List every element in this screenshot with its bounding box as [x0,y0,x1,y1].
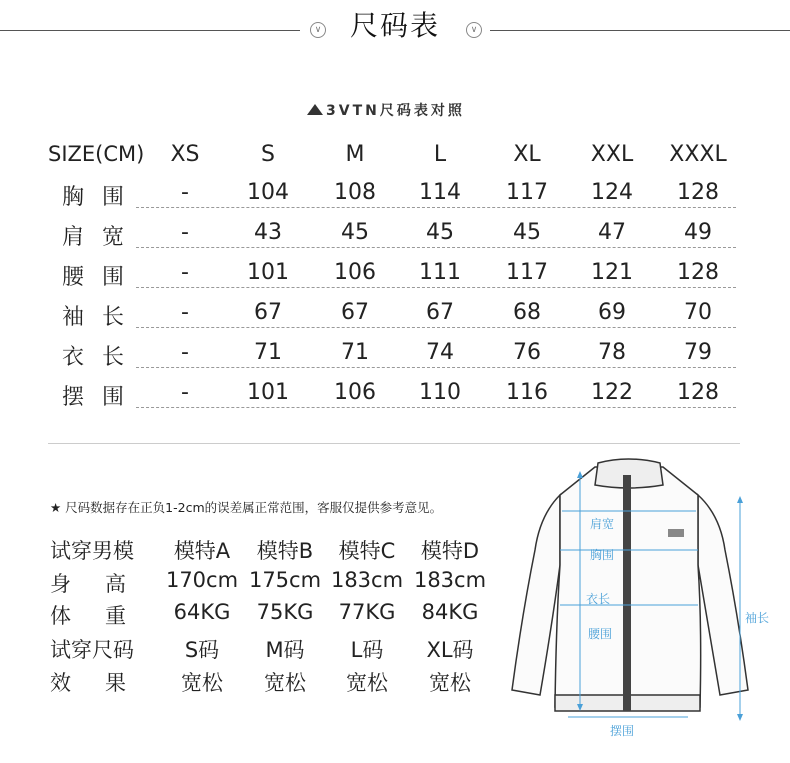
model-cell: 64KG [173,600,231,624]
table-subtitle: 3VTN尺码表对照 [326,103,465,119]
row-dotted-line [136,367,736,368]
size-cell: - [181,380,189,405]
size-cell: 117 [506,180,548,205]
size-cell: 124 [591,180,633,205]
size-row-label: 腰围 [62,265,143,290]
size-cell: 108 [334,180,376,205]
size-cell: 71 [254,340,282,365]
size-column-header: XL [513,142,541,167]
model-cell: 183cm [330,568,404,592]
size-cell: 116 [506,380,548,405]
size-cell: 104 [247,180,289,205]
size-cell: 79 [684,340,712,365]
size-cell: 117 [506,260,548,285]
size-cell: 110 [419,380,461,405]
size-cell: - [181,340,189,365]
model-cell: S码 [184,638,220,662]
size-cell: 68 [513,300,541,325]
size-cell: 106 [334,260,376,285]
size-cell: 47 [598,220,626,245]
row-dotted-line [136,327,736,328]
size-cell: 78 [598,340,626,365]
row-dotted-line [136,287,736,288]
model-cell: 77KG [338,600,396,624]
size-row-label: 摆围 [62,385,143,410]
size-cell: - [181,300,189,325]
size-column-header: S [261,142,275,167]
size-cell: 45 [513,220,541,245]
triangle-icon [307,104,323,115]
size-column-header: L [433,142,447,167]
size-row-label: 肩宽 [62,225,143,250]
logo [668,529,684,537]
model-row-label: 效果 [50,671,160,695]
size-header-label: SIZE(CM) [48,142,145,166]
model-row-label: 身高 [50,572,160,596]
size-cell: - [181,260,189,285]
model-cell: M码 [265,638,305,662]
disclaimer-note: ★ 尺码数据存在正负1-2cm的误差属正常范围，客服仅提供参考意见。 [50,500,443,515]
size-cell: - [181,220,189,245]
page-title: 尺码表 [349,9,440,42]
model-cell: 宽松 [181,671,223,695]
zipper [623,475,631,711]
size-cell: 49 [684,220,712,245]
size-cell: 69 [598,300,626,325]
size-column-header: XXXL [669,142,727,167]
jacket-diagram [500,455,790,745]
model-column-header: 模特B [256,539,314,563]
section-divider [48,443,740,444]
size-cell: 76 [513,340,541,365]
label-sleeve: 袖长 [745,611,770,625]
size-cell: 101 [247,260,289,285]
model-cell: 宽松 [264,671,306,695]
label-hem: 摆围 [610,724,635,738]
label-waist: 腰围 [588,627,613,641]
size-cell: 121 [591,260,633,285]
size-column-header: XXL [590,142,634,167]
model-column-header: 模特C [338,539,396,563]
size-row-label: 袖长 [62,305,143,330]
header-rule-right [490,30,790,31]
row-dotted-line [136,247,736,248]
label-chest: 胸围 [590,548,615,562]
size-cell: 128 [677,180,719,205]
label-shoulder: 肩宽 [590,517,615,531]
model-column-header: 模特A [173,539,231,563]
size-cell: 71 [341,340,369,365]
model-row-label: 体重 [50,604,160,628]
chevron-down-icon: ∨ [310,22,326,38]
model-cell: 175cm [248,568,322,592]
size-cell: 111 [419,260,461,285]
size-row-label: 衣长 [62,345,143,370]
size-column-header: M [345,142,365,167]
size-column-header: XS [170,142,200,167]
model-cell: 75KG [256,600,314,624]
chevron-down-icon: ∨ [466,22,482,38]
model-cell: 宽松 [429,671,471,695]
size-cell: 67 [341,300,369,325]
size-cell: 101 [247,380,289,405]
size-cell: 114 [419,180,461,205]
size-cell: 70 [684,300,712,325]
size-row-label: 胸围 [62,185,143,210]
label-length: 衣长 [586,592,611,606]
size-cell: 67 [426,300,454,325]
model-cell: 宽松 [346,671,388,695]
size-cell: - [181,180,189,205]
model-column-header: 模特D [420,539,480,563]
size-cell: 45 [426,220,454,245]
size-cell: 67 [254,300,282,325]
size-cell: 45 [341,220,369,245]
model-cell: 170cm [165,568,239,592]
model-cell: 84KG [421,600,479,624]
size-cell: 128 [677,380,719,405]
size-cell: 128 [677,260,719,285]
model-cell: L码 [350,638,384,662]
size-cell: 122 [591,380,633,405]
row-dotted-line [136,207,736,208]
row-dotted-line [136,407,736,408]
size-cell: 106 [334,380,376,405]
size-cell: 74 [426,340,454,365]
size-cell: 43 [254,220,282,245]
model-header-label: 试穿男模 [50,539,134,563]
model-row-label: 试穿尺码 [50,638,134,662]
model-cell: 183cm [413,568,487,592]
model-cell: XL码 [426,638,474,662]
